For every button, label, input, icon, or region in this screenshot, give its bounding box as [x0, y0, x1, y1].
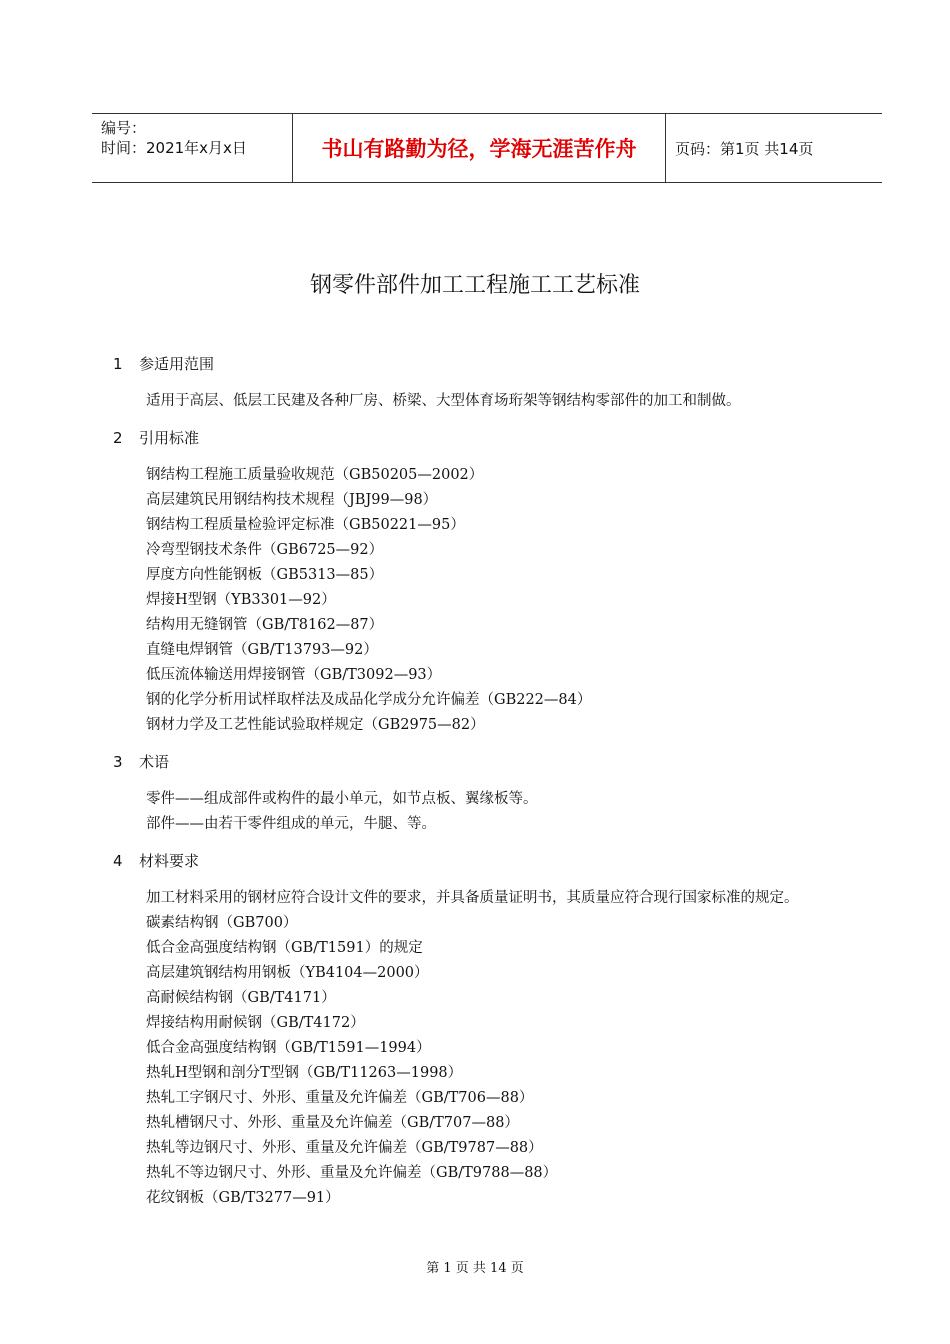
list-item: 热轧等边钢尺寸、外形、重量及允许偏差（GB/T9787—88） — [146, 1140, 543, 1156]
header-motto-cell — [293, 114, 666, 182]
section-number: 2 — [113, 429, 123, 447]
list-item: 高层建筑民用钢结构技术规程（JBJ99—98） — [146, 492, 438, 508]
section-heading — [113, 352, 863, 377]
list-item: 低压流体输送用焊接钢管（GB/T3092—93） — [146, 667, 442, 683]
list-item: 钢材力学及工艺性能试验取样规定（GB2975—82） — [146, 717, 485, 733]
header-page-cell — [666, 114, 882, 182]
section-title: 参适用范围 — [139, 355, 215, 373]
list-item: 低合金高强度结构钢（GB/T1591—1994） — [146, 1040, 431, 1056]
list-item: 焊接结构用耐候钢（GB/T4172） — [146, 1015, 365, 1031]
section-heading — [113, 750, 863, 775]
list-item: 直缝电焊钢管（GB/T13793—92） — [146, 642, 378, 658]
list-item: 钢结构工程质量检验评定标准（GB50221—95） — [146, 517, 465, 533]
list-item: 部件——由若干零件组成的单元，牛腿、等。 — [146, 816, 436, 832]
list-item: 钢的化学分析用试样取样法及成品化学成分允许偏差（GB222—84） — [146, 692, 592, 708]
document-title: 钢零件部件加工工程施工工艺标准 — [309, 273, 640, 298]
section-title: 引用标准 — [139, 429, 200, 447]
document-number-label: 编号： — [101, 119, 147, 137]
document-body — [113, 352, 863, 1223]
list-item: 高耐候结构钢（GB/T4171） — [146, 990, 336, 1006]
document-date: 时间：2021年x月x日 — [101, 139, 247, 157]
section-paragraph: 加工材料采用的钢材应符合设计文件的要求，并具备质量证明书，其质量应符合现行国家标准的规定。 — [146, 890, 799, 906]
list-item: 热轧H型钢和剖分T型钢（GB/T11263—1998） — [146, 1065, 463, 1081]
list-item: 热轧槽钢尺寸、外形、重量及允许偏差（GB/T707—88） — [146, 1115, 519, 1131]
list-item: 焊接H型钢（YB3301—92） — [146, 592, 336, 608]
section-paragraph: 适用于高层、低层工民建及各种厂房、桥梁、大型体育场珩架等钢结构零部件的加工和制做。 — [146, 393, 741, 409]
section-title: 材料要求 — [139, 852, 200, 870]
page-footer: 第 1 页 共 14 页 — [426, 1261, 524, 1276]
list-item: 花纹钢板（GB/T3277—91） — [146, 1190, 340, 1206]
list-item: 热轧不等边钢尺寸、外形、重量及允许偏差（GB/T9788—88） — [146, 1165, 558, 1181]
section-number: 4 — [113, 852, 123, 870]
list-item: 冷弯型钢技术条件（GB6725—92） — [146, 542, 384, 558]
materials-list — [113, 911, 863, 1211]
list-item: 厚度方向性能钢板（GB5313—85） — [146, 567, 384, 583]
section-heading — [113, 849, 863, 874]
section-title: 术语 — [139, 753, 170, 771]
list-item: 碳素结构钢（GB700） — [146, 915, 298, 931]
header-motto: 书山有路勤为径，学海无涯苦作舟 — [321, 137, 637, 161]
terms-list — [113, 787, 863, 837]
section-number: 3 — [113, 753, 123, 771]
list-item: 钢结构工程施工质量验收规范（GB50205—2002） — [146, 467, 484, 483]
list-item: 低合金高强度结构钢（GB/T1591）的规定 — [146, 940, 423, 956]
header-page-info: 页码：第1页 共14页 — [675, 139, 814, 158]
list-item: 热轧工字钢尺寸、外形、重量及允许偏差（GB/T706—88） — [146, 1090, 534, 1106]
section-heading — [113, 426, 863, 451]
standards-list — [113, 463, 863, 738]
list-item: 零件——组成部件或构件的最小单元，如节点板、翼缘板等。 — [146, 791, 538, 807]
list-item: 高层建筑钢结构用钢板（YB4104—2000） — [146, 965, 429, 981]
header-meta-cell — [92, 114, 293, 182]
document-header — [92, 113, 882, 183]
list-item: 结构用无缝钢管（GB/T8162—87） — [146, 617, 384, 633]
section-number: 1 — [113, 355, 123, 373]
